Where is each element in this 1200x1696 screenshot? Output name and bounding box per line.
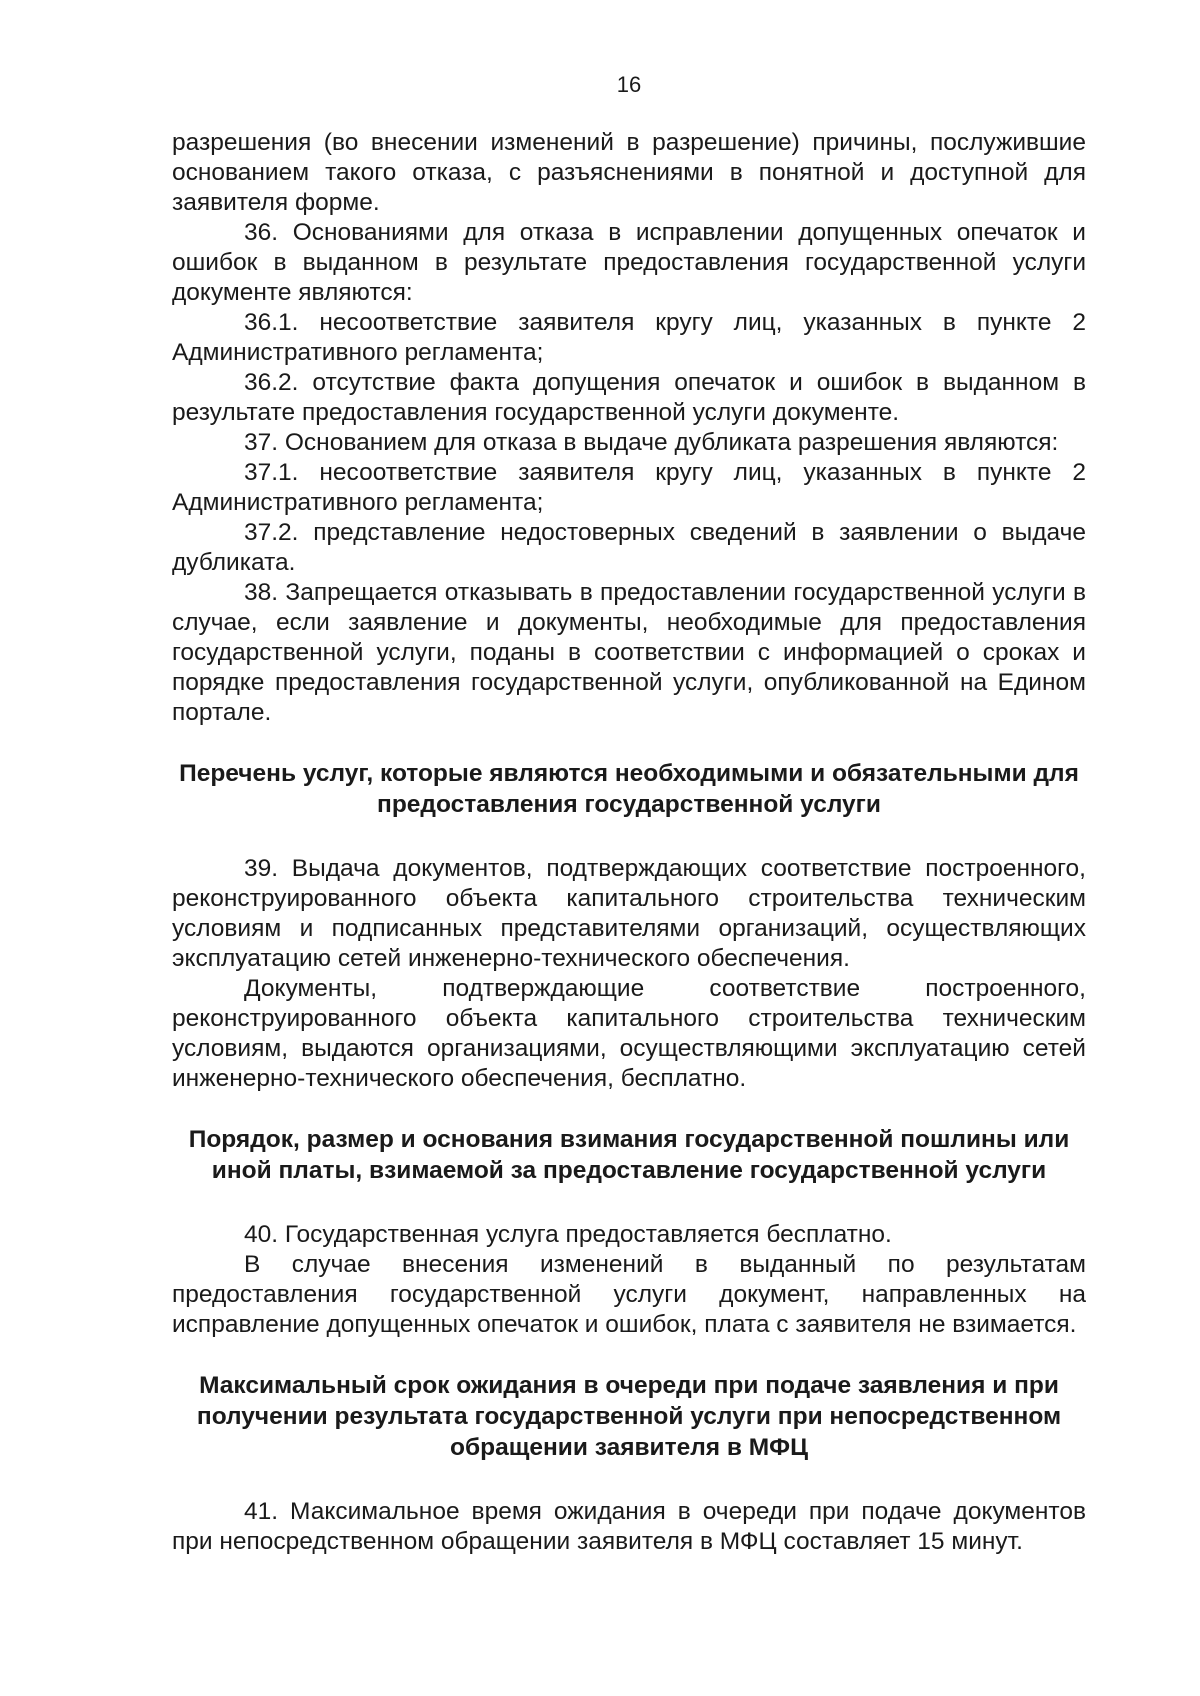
paragraph-36-1: 36.1. несоответствие заявителя кругу лиц, указанных в пункте 2 Административного регламента; bbox=[172, 309, 1086, 366]
paragraph-39: 39. Выдача документов, подтверждающих соответствие построенного, реконструированного объекта капитального строительства техническим условиям и подписанных представителями организаций, осуществляющих эксплуатацию сетей инженерно-технического обеспечения. bbox=[172, 855, 1086, 972]
paragraph-36: 36. Основаниями для отказа в исправлении допущенных опечаток и ошибок в выданном в результате предоставления государственной услуги документе являются: bbox=[172, 219, 1086, 306]
paragraph-39-documents: Документы, подтверждающие соответствие построенного, реконструированного объекта капитального строительства техническим условиям, выдаются организациями, осуществляющими эксплуатацию сетей инженерно-технического обеспечения, бесплатно. bbox=[172, 975, 1086, 1092]
paragraph-37: 37. Основанием для отказа в выдаче дубликата разрешения являются: bbox=[244, 429, 1059, 456]
paragraph-36-2: 36.2. отсутствие факта допущения опечаток и ошибок в выданном в результате предоставления государственной услуги документе. bbox=[172, 369, 1086, 426]
section-heading-queue-time: Максимальный срок ожидания в очереди при подаче заявления и при получении результата государственной услуги при непосредственном обращении заявителя в МФЦ bbox=[196, 1372, 1062, 1461]
section-heading-required-services: Перечень услуг, которые являются необходимыми и обязательными для предоставления государственной услуги bbox=[179, 760, 1079, 818]
paragraph-40-corrections: В случае внесения изменений в выданный по результатам предоставления государственной услуги документ, направленных на исправление допущенных опечаток и ошибок, плата с заявителя не взимается. bbox=[172, 1251, 1086, 1338]
paragraph-38: 38. Запрещается отказывать в предоставлении государственной услуги в случае, если заявление и документы, необходимые для предоставления государственной услуги, поданы в соответствии с информацией о сроках и порядке предоставления государственной услуги, опубликованной на Едином портале. bbox=[172, 579, 1086, 726]
paragraph-37-1: 37.1. несоответствие заявителя кругу лиц, указанных в пункте 2 Административного регламента; bbox=[172, 459, 1086, 516]
section-heading-fees: Порядок, размер и основания взимания государственной пошлины или иной платы, взимаемой за предоставление государственной услуги bbox=[188, 1126, 1070, 1184]
paragraph-41: 41. Максимальное время ожидания в очереди при подаче документов при непосредственном обращении заявителя в МФЦ составляет 15 минут. bbox=[172, 1498, 1086, 1555]
paragraph-40: 40. Государственная услуга предоставляется бесплатно. bbox=[244, 1221, 892, 1248]
paragraph-continuation: разрешения (во внесении изменений в разрешение) причины, послужившие основанием такого отказа, с разъяснениями в понятной и доступной для заявителя форме. bbox=[172, 129, 1086, 216]
paragraph-37-2: 37.2. представление недостоверных сведений в заявлении о выдаче дубликата. bbox=[172, 519, 1086, 576]
page-number: 16 bbox=[616, 72, 642, 97]
